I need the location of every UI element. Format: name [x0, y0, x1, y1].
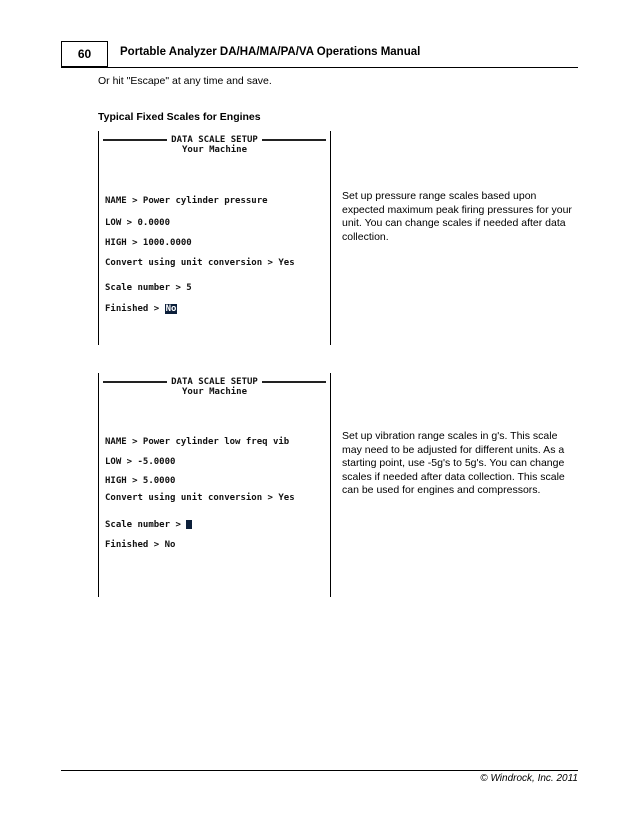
name-field[interactable]: NAME > Power cylinder low freq vib	[105, 437, 290, 447]
finished-field[interactable]	[105, 304, 177, 315]
low-field[interactable]: LOW > 0.0000	[105, 218, 171, 228]
convert-field[interactable]: Convert using unit conversion > Yes	[105, 493, 295, 503]
finished-value-selected[interactable]: No	[165, 304, 177, 314]
title-rule-left	[103, 139, 167, 141]
convert-field[interactable]: Convert using unit conversion > Yes	[105, 258, 295, 268]
pressure-scale-description: Set up pressure range scales based upon expected maximum peak firing pressures for your unit. You can change scales if needed after data collection.	[342, 190, 572, 243]
page-number: 60	[61, 41, 108, 67]
vibration-scale-description: Set up vibration range scales in g's. This scale may need to be adjusted for different units. As a starting point, use -5g's to 5g's. You can change scales if needed after data collection. This scale can be used for engines and compressors.	[342, 430, 565, 496]
section-heading: Typical Fixed Scales for Engines	[98, 111, 261, 123]
scale-number-field[interactable]	[105, 520, 192, 531]
low-field[interactable]: LOW > -5.0000	[105, 457, 176, 467]
footer-divider	[61, 770, 578, 771]
manual-title: Portable Analyzer DA/HA/MA/PA/VA Operations Manual	[120, 46, 421, 58]
title-rule-right	[262, 139, 326, 141]
copyright-footer: © Windrock, Inc. 2011	[480, 773, 578, 784]
header-divider	[61, 67, 578, 68]
title-rule-right	[262, 381, 326, 383]
data-scale-setup-screen-vibration	[98, 373, 331, 597]
name-field[interactable]: NAME > Power cylinder pressure	[105, 196, 268, 206]
screen-title: DATA SCALE SETUP	[171, 377, 258, 387]
screen-title: DATA SCALE SETUP	[171, 135, 258, 145]
screen-title-row	[103, 135, 326, 145]
scale-number-field[interactable]: Scale number > 5	[105, 283, 192, 293]
screen-subtitle: Your Machine	[181, 145, 248, 155]
screen-subtitle: Your Machine	[181, 387, 248, 397]
high-field[interactable]: HIGH > 5.0000	[105, 476, 176, 486]
title-rule-left	[103, 381, 167, 383]
scale-number-label: Scale number >	[105, 520, 187, 530]
data-scale-setup-screen-pressure	[98, 131, 331, 345]
text-cursor	[186, 520, 192, 529]
finished-label: Finished >	[105, 304, 165, 314]
finished-field[interactable]: Finished > No	[105, 540, 176, 550]
high-field[interactable]: HIGH > 1000.0000	[105, 238, 192, 248]
intro-text: Or hit "Escape" at any time and save.	[98, 75, 272, 87]
screen-title-row	[103, 377, 326, 387]
